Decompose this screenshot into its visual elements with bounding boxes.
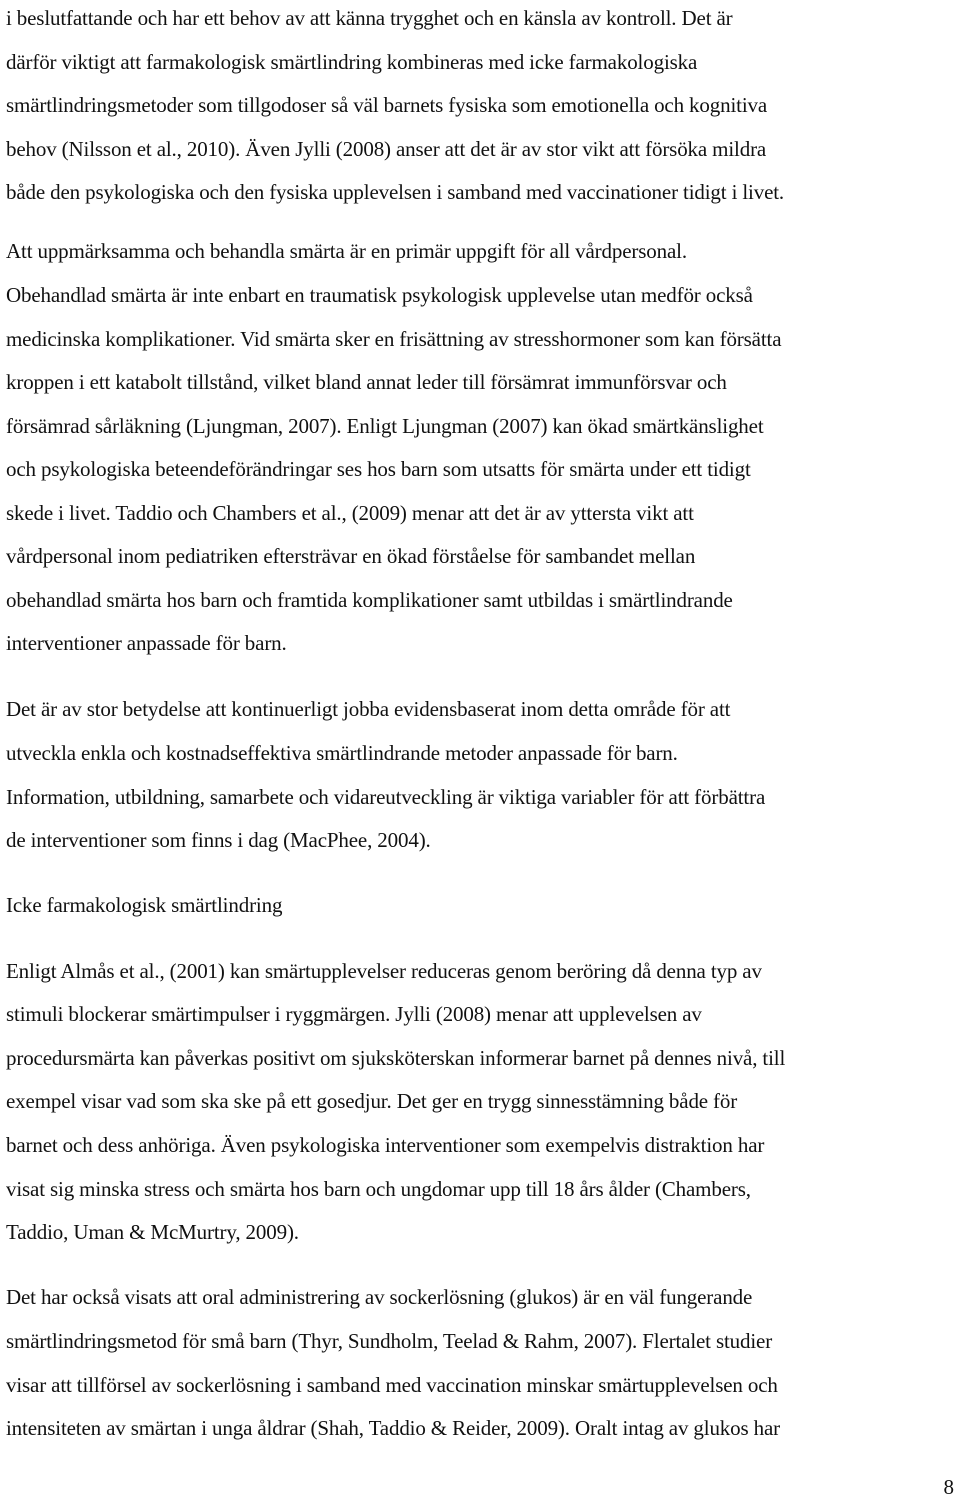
- text-line: exempel visar vad som ska ske på ett gosedjur. Det ger en trygg sinnesstämning både för: [6, 1089, 738, 1113]
- text-line: visar att tillförsel av sockerlösning i samband med vaccination minskar smärtupplevelsen och: [6, 1373, 778, 1397]
- text-line: barnet och dess anhöriga. Även psykologiska interventioner som exempelvis distraktion har: [6, 1133, 765, 1157]
- text-line: smärtlindringsmetod för små barn (Thyr, Sundholm, Teelad & Rahm, 2007). Flertalet studier: [6, 1329, 773, 1353]
- text-line: utveckla enkla och kostnadseffektiva smärtlindrande metoder anpassade för barn.: [6, 741, 678, 765]
- text-line: Det har också visats att oral administrering av sockerlösning (glukos) är en väl fungerande: [6, 1285, 753, 1309]
- section-heading: Icke farmakologisk smärtlindring: [6, 893, 283, 917]
- text-line: skede i livet. Taddio och Chambers et al., (2009) menar att det är av yttersta vikt att: [6, 501, 694, 525]
- text-line: därför viktigt att farmakologisk smärtlindring kombineras med icke farmakologiska: [6, 50, 698, 74]
- text-line: i beslutfattande och har ett behov av att känna trygghet och en känsla av kontroll. Det är: [6, 6, 733, 30]
- text-line: och psykologiska beteendeförändringar ses hos barn som utsatts för smärta under ett tidigt: [6, 457, 751, 481]
- text-line: Att uppmärksamma och behandla smärta är en primär uppgift för all vårdpersonal.: [6, 239, 687, 263]
- text-line: både den psykologiska och den fysiska upplevelsen i samband med vaccinationer tidigt i livet.: [6, 180, 785, 204]
- text-line: medicinska komplikationer. Vid smärta sker en frisättning av stresshormoner som kan försätta: [6, 327, 782, 351]
- text-line: procedursmärta kan påverkas positivt om sjuksköterskan informerar barnet på dennes nivå, till: [6, 1046, 786, 1070]
- text-line: Information, utbildning, samarbete och vidareutveckling är viktiga variabler för att förbättra: [6, 785, 766, 809]
- text-line: obehandlad smärta hos barn och framtida komplikationer samt utbildas i smärtlindrande: [6, 588, 733, 612]
- text-line: Obehandlad smärta är inte enbart en traumatisk psykologisk upplevelse utan medför också: [6, 283, 753, 307]
- text-line: stimuli blockerar smärtimpulser i ryggmärgen. Jylli (2008) menar att upplevelsen av: [6, 1002, 702, 1026]
- text-line: Taddio, Uman & McMurtry, 2009).: [6, 1220, 299, 1244]
- text-line: visat sig minska stress och smärta hos barn och ungdomar upp till 18 års ålder (Chambers,: [6, 1177, 751, 1201]
- text-line: kroppen i ett katabolt tillstånd, vilket bland annat leder till försämrat immunförsvar och: [6, 370, 727, 394]
- page-number: 8: [943, 1475, 954, 1499]
- text-line: intensiteten av smärtan i unga åldrar (Shah, Taddio & Reider, 2009). Oralt intag av glukos har: [6, 1416, 780, 1440]
- text-line: Det är av stor betydelse att kontinuerligt jobba evidensbaserat inom detta område för att: [6, 697, 731, 721]
- text-line: vårdpersonal inom pediatriken eftersträvar en ökad förståelse för sambandet mellan: [6, 544, 696, 568]
- text-line: Enligt Almås et al., (2001) kan smärtupplevelser reduceras genom beröring då denna typ av: [6, 959, 762, 983]
- text-line: de interventioner som finns i dag (MacPhee, 2004).: [6, 828, 431, 852]
- text-line: interventioner anpassade för barn.: [6, 631, 287, 655]
- text-line: behov (Nilsson et al., 2010). Även Jylli (2008) anser att det är av stor vikt att försöka mildra: [6, 137, 767, 161]
- text-line: försämrad sårläkning (Ljungman, 2007). Enligt Ljungman (2007) kan ökad smärtkänslighet: [6, 414, 764, 438]
- text-line: smärtlindringsmetoder som tillgodoser så väl barnets fysiska som emotionella och kognitiva: [6, 93, 768, 117]
